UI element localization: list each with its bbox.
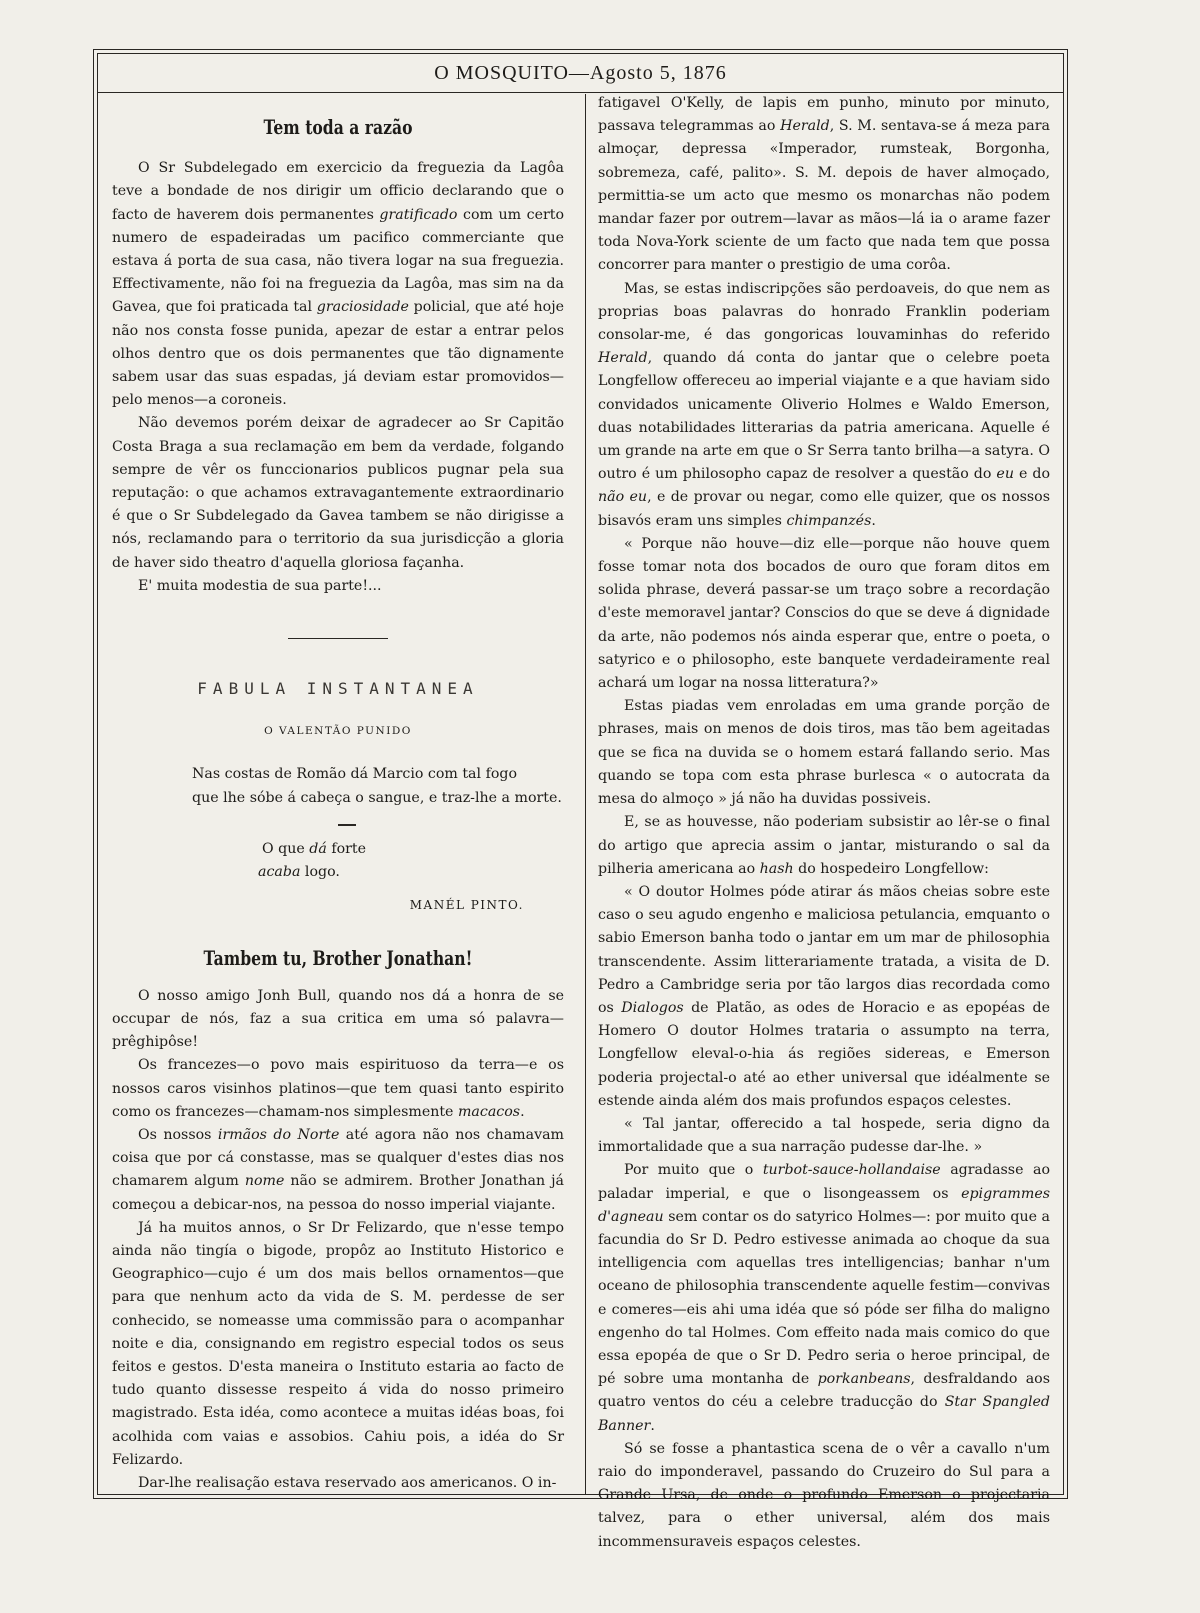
text: não se admirem. Brother Jonathan já começou a debicar-nos, na pessoa do nosso imperial viajante. bbox=[112, 1173, 564, 1213]
paragraph bbox=[112, 157, 564, 412]
text: até agora não nos chamavam coisa que por cá constasse, mas se qualquer d'estes dias nos chamarem algum bbox=[112, 1126, 564, 1190]
text: sem contar os do satyrico Holmes—: por muito que a facundia do Sr D. Pedro estivesse animada ao choque da sua intelligencia com aquellas tres intelligencias; banhar n'um oceano de philosophia transcendente aquelle festim—convivas e comeres—eis ahi uma idéa que só póde ser filha do maligno engenho do tal Holmes. Com effeito nada mais comico do que essa epopéa de que o Sr D. Pedro seria o heroe principal, de pé sobre uma montanha de bbox=[598, 1208, 1050, 1388]
paragraph bbox=[598, 92, 1050, 278]
article-title-brother-jonathan: Tambem tu, Brother Jonathan! bbox=[203, 946, 473, 971]
verse-line: que lhe sóbe á cabeça o sangue, e traz-lhe a morte. bbox=[192, 789, 562, 806]
text: E, se as houvesse, não poderiam subsistir ao lêr-se o final do artigo que aprecia assim o jantar, misturando o sal da pilheria americana ao bbox=[598, 814, 1050, 877]
text: fatigavel O'Kelly, de lapis em punho, minuto por minuto, passava telegrammas ao bbox=[598, 95, 1050, 135]
italic-text: chimpanzés bbox=[786, 512, 872, 529]
text: , quando dá conta do jantar que o celebre poeta Longfellow offereceu ao imperial viajante e a que haviam sido convidados unicamente Oliverio Holmes e Waldo Emerson, duas notabilidades litterarias da patria americana. Aquelle é um grande na arte em que o Sr Serra tanto brilha—a satyra. O outro é um philosopho capaz de resolver a questão do bbox=[598, 350, 1050, 483]
text: Os francezes—o povo mais espirituoso da terra—e os nossos caros visinhos platinos—que tem quasi tanto espirito como os francezes—chamam-nos simplesmente bbox=[112, 1057, 564, 1120]
paragraph: Dar-lhe realisação estava reservado aos americanos. O in- bbox=[138, 1474, 557, 1491]
text: , e de provar ou negar, como elle quizer, que os nossos bisavós eram uns simples bbox=[598, 489, 1050, 529]
paragraph bbox=[598, 278, 1050, 533]
italic-text: Herald bbox=[780, 118, 830, 135]
italic-text: porkanbeans bbox=[817, 1371, 911, 1388]
italic-text: Herald bbox=[598, 350, 648, 367]
section-rule bbox=[288, 638, 388, 639]
italic-text: hash bbox=[759, 860, 794, 877]
author-signature: MANÉL PINTO. bbox=[409, 898, 524, 913]
text: O que bbox=[262, 840, 310, 857]
italic-text: Dialogos bbox=[621, 999, 684, 1016]
paragraph bbox=[112, 1124, 564, 1217]
page-header: O MOSQUITO—Agosto 5, 1876 bbox=[98, 54, 1063, 93]
paragraph: Estas piadas vem enroladas em uma grande porção de phrases, mais on menos de dois tiros, mas tão bem ageitadas que se fica na duvida se o homem estará fallando serio. Mas quando se topa com esta phrase burlesca « o autocrata da mesa do almoço » já não ha duvidas possiveis. bbox=[598, 698, 1050, 808]
text: , desfraldando aos quatro ventos do céu a celebre traducção do bbox=[598, 1371, 1050, 1411]
column-divider bbox=[585, 94, 586, 1494]
italic-text: macacos bbox=[457, 1103, 521, 1120]
italic-text: gratificado bbox=[379, 206, 458, 223]
italic-text: nome bbox=[244, 1173, 285, 1190]
text: logo. bbox=[300, 864, 340, 881]
text: agradasse ao paladar imperial, e que o lisongeassem os bbox=[598, 1162, 1050, 1202]
text: policial, que até hoje não nos consta fosse punida, apezar de estar a entrar pelos olhos dentro que os dois permanentes que tão dignamente sabem usar das suas espadas, já deviam estar promovidos—pelo menos—a coroneis. bbox=[112, 299, 565, 409]
paragraph: Já ha muitos annos, o Sr Dr Felizardo, que n'esse tempo ainda não tingía o bigode, propôz ao Instituto Historico e Geographico—cujo é um dos mais bellos ornamentos—que para que nenhum acto da vida de S. M. perdesse de ser conhecido, se nomeasse uma commissão para o acompanhar noite e dia, consignando em registro especial todos os seus feitos e gestos. D'esta maneira o Instituto estaria ao facto de tudo quanto dissesse respeito á vida do nosso primeiro magistrado. Esta idéa, como acontece a muitas idéas boas, foi acolhida com vaias e assobios. Cahiu pois, a idéa do Sr Felizardo. bbox=[112, 1219, 564, 1468]
italic-text: graciosidade bbox=[316, 299, 409, 316]
fabula-subtitle: O VALENTÃO PUNIDO bbox=[264, 725, 412, 738]
italic-text: Star Spangled Banner bbox=[598, 1394, 1050, 1434]
italic-text: turbot-sauce-hollandaise bbox=[762, 1162, 941, 1179]
text: O Sr Subdelegado em exercicio da freguezia da Lagôa teve a bondade de nos dirigir um officio declarando que o facto de haverem dois permanentes bbox=[112, 160, 564, 223]
moral-line bbox=[112, 861, 564, 884]
text: Os nossos bbox=[138, 1126, 218, 1143]
paragraph: « Tal jantar, offerecido a tal hospede, seria digno da immortalidade que a sua narração pudesse dar-lhe. » bbox=[598, 1115, 1050, 1156]
paragraph: Só se fosse a phantastica scena de o vêr a cavallo n'um raio do imponderavel, passando do Cruzeiro do Sul para a Grande Ursa, de onde o profundo Emerson o projectaria talvez, para o ether universal, além dos mais incommensuraveis espaços celestes. bbox=[598, 1440, 1050, 1550]
text: . bbox=[520, 1103, 525, 1120]
italic-text: dá bbox=[309, 840, 327, 857]
text: e do bbox=[1013, 466, 1050, 483]
right-column bbox=[598, 92, 1050, 1554]
left-column bbox=[112, 92, 564, 1495]
paragraph bbox=[598, 1159, 1050, 1437]
italic-text: eu bbox=[996, 466, 1014, 483]
italic-text: não eu bbox=[598, 489, 648, 506]
paragraph: E' muita modestia de sua parte!... bbox=[138, 577, 382, 594]
text: , S. M. sentava-se á meza para almoçar, depressa «Imperador, rumsteak, Borgonha, sobremeza, café, palito». S. M. depois de haver almoçado, permittia-se um acto que mesmo os monarchas não podem mandar fazer por outrem—lavar as mãos—lá ia o arame fazer toda Nova-York sciente de um facto que nada tem que possa concorrer para manter o prestigio de uma corôa. bbox=[598, 118, 1050, 274]
italic-text: epigrammes d'agneau bbox=[598, 1185, 1050, 1225]
paragraph: O nosso amigo Jonh Bull, quando nos dá a honra de se occupar de nós, faz a sua critica em uma só palavra—prêghipôse! bbox=[112, 987, 564, 1051]
paragraph bbox=[598, 811, 1050, 881]
italic-text: irmãos do Norte bbox=[217, 1126, 340, 1143]
fabula-title: FABULA INSTANTANEA bbox=[197, 679, 479, 699]
article-title-tem-toda-a-razao: Tem toda a razão bbox=[263, 115, 413, 139]
text: Mas, se estas indiscripções são perdoaveis, do que nem as proprias boas palavras do honrado Franklin poderiam consolar-me, é das gongoricas louvaminhas do referido bbox=[598, 280, 1050, 344]
moral-line bbox=[112, 838, 564, 861]
short-rule bbox=[338, 824, 356, 826]
paragraph: « Porque não houve—diz elle—porque não houve quem fosse tomar nota dos bocados de ouro que foram ditos em solida phrase, deverá passar-se um traço sobre a recordação d'este memoravel jantar? Conscios do que se deve á dignidade da arte, não podemos nós ainda esperar que, entre o poeta, o satyrico e o philosopho, este banquete verdadeiramente real achará um logar na nossa litteratura?» bbox=[598, 535, 1050, 692]
italic-text: acaba bbox=[258, 864, 301, 881]
text: Por muito que o bbox=[624, 1162, 763, 1179]
paragraph bbox=[598, 881, 1050, 1113]
text: « O doutor Holmes póde atirar ás mãos cheias sobre este caso o seu agudo engenho e maliciosa petulancia, emquanto o sabio Emerson banha todo o jantar em um mar de philosophia transcendente. Assim litterariamente tratada, a visita de D. Pedro a Cambridge seria por tão largos dias recordada como os bbox=[598, 883, 1050, 1016]
page-frame bbox=[97, 53, 1064, 1550]
verse-line: Nas costas de Romão dá Marcio com tal fogo bbox=[192, 766, 517, 783]
text: . bbox=[650, 1417, 655, 1434]
text: de Platão, as odes de Horacio e as epopéas de Homero O doutor Holmes trataria o assumpto na terra, Longfellow eleval-o-hia ás regiões sidereas, e Emerson poderia projectal-o até ao ether universal que idéalmente se estende ainda além dos mais profundos espaços celestes. bbox=[598, 999, 1050, 1109]
paragraph: Não devemos porém deixar de agradecer ao Sr Capitão Costa Braga a sua reclamação em bem da verdade, folgando sempre de vêr os funccionarios publicos pugnar pela sua reputação: o que achamos extravagantemente extraordinario é que o Sr Subdelegado da Gavea tambem se não dirigisse a nós, reclamando para o territorio da sua jurisdicção a gloria de haver sido theatro d'aquella gloriosa façanha. bbox=[112, 415, 564, 571]
text: do hospedeiro Longfellow: bbox=[793, 860, 989, 877]
text: . bbox=[871, 512, 876, 529]
text: com um certo numero de espadeiradas um pacifico commerciante que estava á porta de sua casa, não tivera logar na sua freguezia. Effectivamente, não foi na freguezia da Lagôa, mas sim na da Gavea, que foi praticada tal bbox=[112, 206, 564, 316]
paragraph bbox=[112, 1054, 564, 1124]
text: forte bbox=[326, 840, 367, 857]
